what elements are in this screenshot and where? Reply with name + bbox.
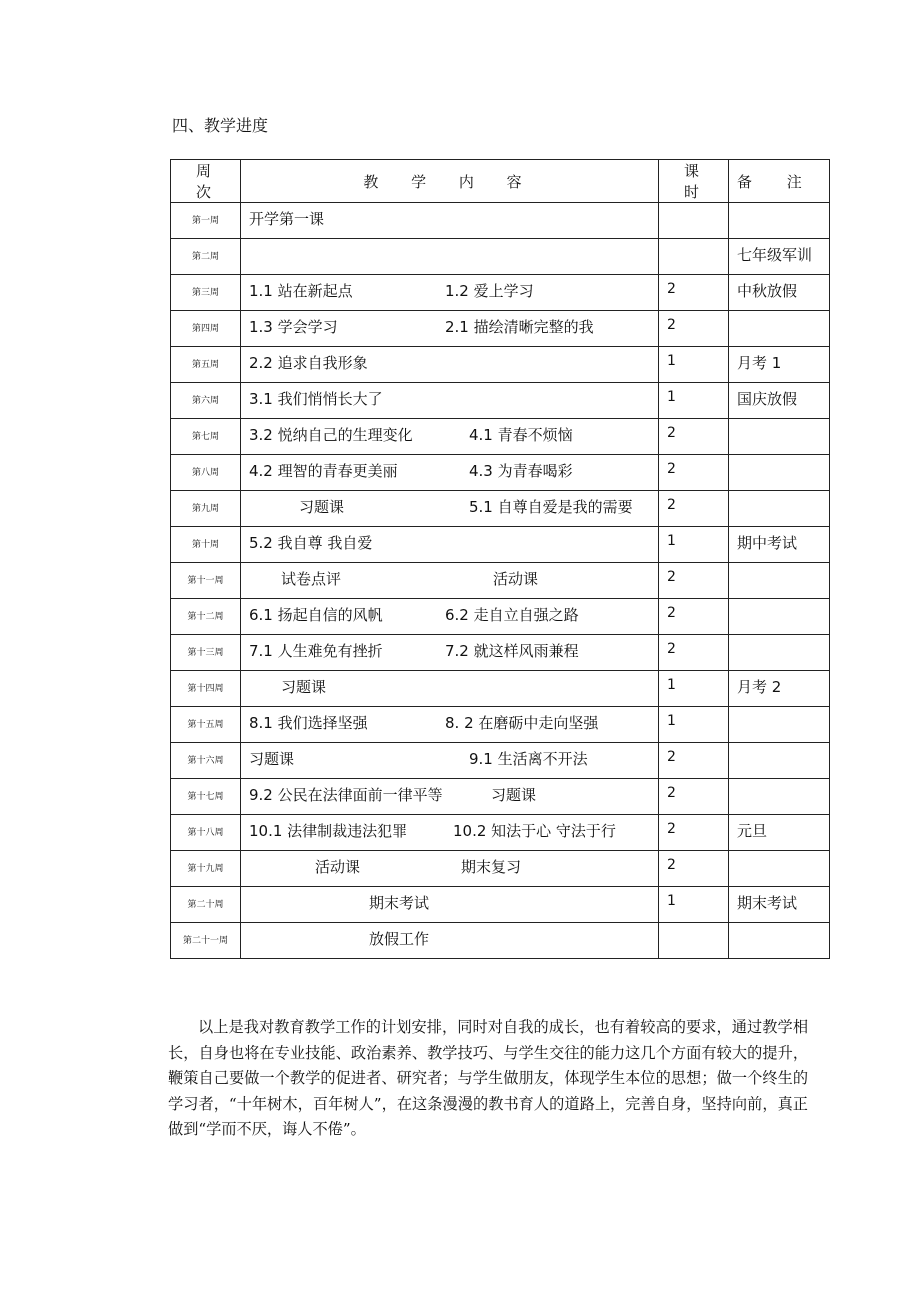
table-row bbox=[171, 923, 830, 959]
content-cell bbox=[241, 779, 659, 815]
week-cell: 第一周 bbox=[171, 203, 241, 239]
hours-cell: 1 bbox=[659, 887, 729, 923]
notes-cell bbox=[729, 311, 830, 347]
table-row bbox=[171, 779, 830, 815]
hours-cell bbox=[659, 203, 729, 239]
hours-cell: 1 bbox=[659, 527, 729, 563]
content-item-primary: 试卷点评 bbox=[281, 570, 342, 588]
week-cell: 第十六周 bbox=[171, 743, 241, 779]
table-row bbox=[171, 635, 830, 671]
content-item-primary: 6.1 扬起自信的风帆 bbox=[249, 606, 383, 624]
hours-cell: 1 bbox=[659, 707, 729, 743]
content-cell bbox=[241, 347, 659, 383]
content-item-primary: 习题课 bbox=[299, 498, 345, 516]
table-row bbox=[171, 203, 830, 239]
notes-cell: 期末考试 bbox=[729, 887, 830, 923]
table-row bbox=[171, 275, 830, 311]
notes-cell bbox=[729, 563, 830, 599]
table-row bbox=[171, 887, 830, 923]
table-row bbox=[171, 383, 830, 419]
header-week: 周 次 bbox=[171, 160, 241, 203]
content-item-primary: 期末考试 bbox=[369, 894, 430, 912]
hours-cell: 2 bbox=[659, 491, 729, 527]
table-row bbox=[171, 239, 830, 275]
content-item-primary: 9.2 公民在法律面前一律平等 bbox=[249, 786, 443, 804]
hours-cell: 2 bbox=[659, 779, 729, 815]
content-item-secondary: 10.2 知法于心 守法于行 bbox=[453, 822, 616, 840]
notes-cell bbox=[729, 779, 830, 815]
content-item-secondary: 5.1 自尊自爱是我的需要 bbox=[469, 498, 633, 516]
notes-cell: 月考 1 bbox=[729, 347, 830, 383]
table-row bbox=[171, 491, 830, 527]
notes-cell: 国庆放假 bbox=[729, 383, 830, 419]
closing-paragraph: 以上是我对教育教学工作的计划安排，同时对自我的成长，也有着较高的要求，通过教学相长，自身也将在专业技能、政治素养、教学技巧、与学生交往的能力这几个方面有较大的提升，鞭策自己要做一个教学的促进者、研究者；与学生做朋友，体现学生本位的思想；做一个终生的学习者，“十年树木，百年树人”，在这条漫漫的教书育人的道路上，完善自身，坚持向前，真正做到“学而不厌，诲人不倦”。 bbox=[168, 1018, 808, 1139]
content-cell bbox=[241, 923, 659, 959]
week-cell: 第二十周 bbox=[171, 887, 241, 923]
table-row bbox=[171, 311, 830, 347]
content-cell bbox=[241, 707, 659, 743]
content-item-primary: 2.2 追求自我形象 bbox=[249, 354, 368, 372]
table-row bbox=[171, 743, 830, 779]
content-cell bbox=[241, 815, 659, 851]
hours-cell bbox=[659, 239, 729, 275]
table-row bbox=[171, 347, 830, 383]
week-cell: 第十二周 bbox=[171, 599, 241, 635]
notes-cell: 七年级军训 bbox=[729, 239, 830, 275]
hours-cell: 2 bbox=[659, 599, 729, 635]
content-item-secondary: 7.2 就这样风雨兼程 bbox=[445, 642, 579, 660]
content-item-secondary: 1.2 爱上学习 bbox=[445, 282, 534, 300]
content-item-primary: 8.1 我们选择坚强 bbox=[249, 714, 368, 732]
week-cell: 第七周 bbox=[171, 419, 241, 455]
notes-cell bbox=[729, 743, 830, 779]
notes-cell: 中秋放假 bbox=[729, 275, 830, 311]
week-cell: 第十三周 bbox=[171, 635, 241, 671]
content-item-primary: 7.1 人生难免有挫折 bbox=[249, 642, 383, 660]
hours-cell: 2 bbox=[659, 563, 729, 599]
content-cell bbox=[241, 383, 659, 419]
week-cell: 第三周 bbox=[171, 275, 241, 311]
header-content: 教 学 内 容 bbox=[241, 160, 659, 203]
table-row bbox=[171, 527, 830, 563]
content-item-primary: 开学第一课 bbox=[249, 210, 325, 228]
table-row bbox=[171, 563, 830, 599]
notes-cell: 期中考试 bbox=[729, 527, 830, 563]
hours-cell: 2 bbox=[659, 275, 729, 311]
notes-cell: 元旦 bbox=[729, 815, 830, 851]
week-cell: 第六周 bbox=[171, 383, 241, 419]
hours-cell: 2 bbox=[659, 455, 729, 491]
content-cell bbox=[241, 239, 659, 275]
content-item-primary: 放假工作 bbox=[369, 930, 430, 948]
content-item-primary: 活动课 bbox=[315, 858, 361, 876]
content-cell bbox=[241, 671, 659, 707]
hours-cell: 1 bbox=[659, 347, 729, 383]
table-row bbox=[171, 671, 830, 707]
content-cell bbox=[241, 851, 659, 887]
content-item-primary: 1.3 学会学习 bbox=[249, 318, 338, 336]
table-row bbox=[171, 707, 830, 743]
notes-cell bbox=[729, 923, 830, 959]
week-cell: 第十一周 bbox=[171, 563, 241, 599]
table-row bbox=[171, 599, 830, 635]
notes-cell bbox=[729, 851, 830, 887]
content-item-secondary: 4.1 青春不烦恼 bbox=[469, 426, 573, 444]
notes-cell bbox=[729, 455, 830, 491]
hours-cell: 2 bbox=[659, 815, 729, 851]
content-item-primary: 3.2 悦纳自己的生理变化 bbox=[249, 426, 413, 444]
notes-cell: 月考 2 bbox=[729, 671, 830, 707]
hours-cell: 2 bbox=[659, 851, 729, 887]
content-cell bbox=[241, 275, 659, 311]
notes-cell bbox=[729, 707, 830, 743]
content-item-secondary: 8. 2 在磨砺中走向坚强 bbox=[445, 714, 599, 732]
content-item-primary: 习题课 bbox=[249, 750, 295, 768]
content-item-secondary: 9.1 生活离不开法 bbox=[469, 750, 588, 768]
section-title: 四、教学进度 bbox=[172, 116, 269, 135]
week-cell: 第四周 bbox=[171, 311, 241, 347]
content-cell bbox=[241, 419, 659, 455]
content-item-primary: 4.2 理智的青春更美丽 bbox=[249, 462, 398, 480]
week-cell: 第八周 bbox=[171, 455, 241, 491]
hours-cell: 1 bbox=[659, 671, 729, 707]
content-item-primary: 1.1 站在新起点 bbox=[249, 282, 353, 300]
week-cell: 第五周 bbox=[171, 347, 241, 383]
table-row bbox=[171, 815, 830, 851]
week-cell: 第十五周 bbox=[171, 707, 241, 743]
content-item-secondary: 2.1 描绘清晰完整的我 bbox=[445, 318, 594, 336]
table-header-row bbox=[171, 160, 830, 203]
content-item-secondary: 6.2 走自立自强之路 bbox=[445, 606, 579, 624]
week-cell: 第二周 bbox=[171, 239, 241, 275]
hours-cell: 2 bbox=[659, 743, 729, 779]
content-cell bbox=[241, 455, 659, 491]
notes-cell bbox=[729, 599, 830, 635]
table-row bbox=[171, 419, 830, 455]
week-cell: 第十九周 bbox=[171, 851, 241, 887]
content-item-primary: 3.1 我们悄悄长大了 bbox=[249, 390, 383, 408]
content-cell bbox=[241, 743, 659, 779]
header-hours: 课 时 bbox=[659, 160, 729, 203]
content-item-secondary: 活动课 bbox=[493, 570, 539, 588]
hours-cell: 2 bbox=[659, 419, 729, 455]
content-cell bbox=[241, 635, 659, 671]
table-row bbox=[171, 851, 830, 887]
content-item-secondary: 期末复习 bbox=[461, 858, 522, 876]
content-cell bbox=[241, 311, 659, 347]
notes-cell bbox=[729, 419, 830, 455]
week-cell: 第十七周 bbox=[171, 779, 241, 815]
hours-cell bbox=[659, 923, 729, 959]
hours-cell: 2 bbox=[659, 635, 729, 671]
content-cell bbox=[241, 491, 659, 527]
content-cell bbox=[241, 563, 659, 599]
content-item-secondary: 习题课 bbox=[491, 786, 537, 804]
hours-cell: 2 bbox=[659, 311, 729, 347]
content-item-primary: 5.2 我自尊 我自爱 bbox=[249, 534, 373, 552]
week-cell: 第十四周 bbox=[171, 671, 241, 707]
content-cell bbox=[241, 599, 659, 635]
header-notes: 备 注 bbox=[729, 160, 830, 203]
notes-cell bbox=[729, 491, 830, 527]
hours-cell: 1 bbox=[659, 383, 729, 419]
notes-cell bbox=[729, 203, 830, 239]
week-cell: 第九周 bbox=[171, 491, 241, 527]
content-cell bbox=[241, 887, 659, 923]
content-item-primary: 习题课 bbox=[281, 678, 327, 696]
notes-cell bbox=[729, 635, 830, 671]
content-item-secondary: 4.3 为青春喝彩 bbox=[469, 462, 573, 480]
content-cell bbox=[241, 203, 659, 239]
content-item-primary: 10.1 法律制裁违法犯罪 bbox=[249, 822, 408, 840]
teaching-schedule-table bbox=[170, 159, 830, 959]
week-cell: 第十八周 bbox=[171, 815, 241, 851]
week-cell: 第二十一周 bbox=[171, 923, 241, 959]
content-cell bbox=[241, 527, 659, 563]
table-row bbox=[171, 455, 830, 491]
week-cell: 第十周 bbox=[171, 527, 241, 563]
